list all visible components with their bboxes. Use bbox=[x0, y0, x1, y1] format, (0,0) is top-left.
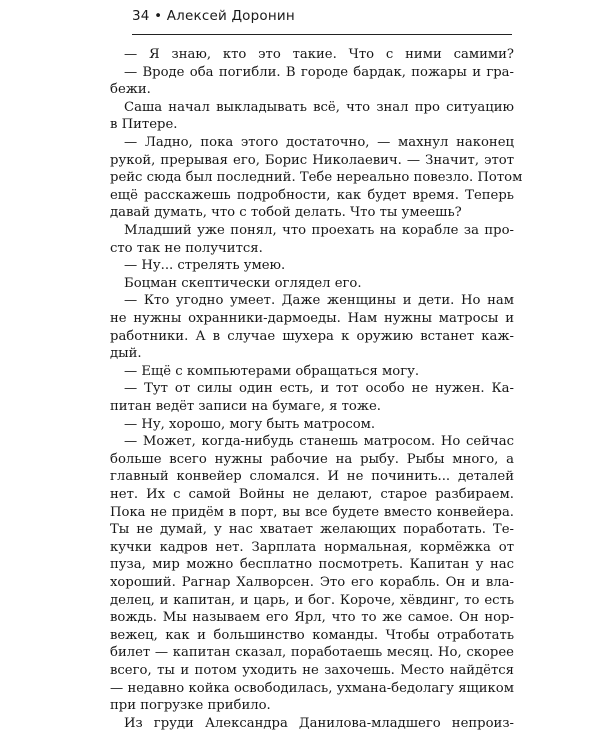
text-line: — недавно койка освободилась, ухмана-бедолагу ящиком bbox=[110, 680, 514, 696]
text-line: работники. А в случае шухера к оружию встанет каж- bbox=[110, 328, 514, 344]
text-line: — Я знаю, кто это такие. Что с ними самими? bbox=[124, 47, 514, 62]
text-line: главный конвейер сломался. И не починить... деталей bbox=[110, 469, 514, 485]
text-line: — Вроде оба погибли. В городе бардак, пожары и гра- bbox=[124, 64, 514, 80]
text-line: пуза, мир можно бесплатно посмотреть. Капитан у нас bbox=[110, 557, 514, 573]
text-line: не нужны охранники-дармоеды. Нам нужны матросы и bbox=[110, 311, 514, 326]
text-line: Ты не думай, у нас хватает желающих поработать. Те- bbox=[110, 522, 514, 538]
text-line: питан ведёт записи на бумаге, я тоже. bbox=[110, 399, 381, 414]
text-line: вежец, как и большинство команды. Чтобы отработать bbox=[110, 627, 514, 643]
text-line: нет. Их с самой Войны не делают, старое разбираем. bbox=[110, 487, 514, 502]
text-line: — Ну... стрелять умею. bbox=[124, 258, 286, 274]
text-line: — Ладно, пока этого достаточно, — махнул наконец bbox=[124, 135, 514, 150]
text-line: — Может, когда-нибудь станешь матросом. Но сейчас bbox=[124, 434, 514, 450]
text-line: кучки кадров нет. Зарплата нормальная, кормёжка от bbox=[110, 539, 514, 555]
text-line: дый. bbox=[110, 346, 142, 362]
text-line: давай думать, что с тобой делать. Что ты умеешь? bbox=[110, 205, 462, 221]
text-line: больше всего нужны рабочие на рыбу. Рыбы много, а bbox=[110, 451, 514, 467]
text-line: сто так не получится. bbox=[110, 240, 263, 256]
text-line: Саша начал выкладывать всё, что знал про ситуацию bbox=[124, 99, 514, 115]
text-line: — Ещё с компьютерами обращаться могу. bbox=[124, 363, 420, 379]
text-line: — Тут от силы один есть, и тот особо не нужен. Ка- bbox=[124, 381, 514, 397]
text-line: Пока не придём в порт, вы все будете вместо конвейера. bbox=[110, 504, 514, 520]
header-rule bbox=[132, 34, 512, 35]
text-line: рейс сюда был последний. Тебе нереально повезло. Потом bbox=[110, 170, 523, 186]
running-header: 34 • Алексей Доронин bbox=[132, 8, 295, 24]
text-line: — Ну, хорошо, могу быть матросом. bbox=[124, 416, 376, 432]
text-line: при погрузке прибило. bbox=[110, 698, 271, 714]
text-line: всего, ты и потом уходить не захочешь. Место найдётся bbox=[110, 663, 514, 678]
text-line: вождь. Мы называем его Ярл, что то же самое. Он нор- bbox=[110, 610, 514, 626]
text-line: хороший. Рагнар Халворсен. Это его корабль. Он и вла- bbox=[110, 575, 514, 590]
text-line: рукой, прерывая его, Борис Николаевич. — Значит, этот bbox=[110, 152, 514, 168]
text-line: — Кто угодно умеет. Даже женщины и дети. Но нам bbox=[124, 293, 514, 309]
text-line: Из груди Александра Данилова-младшего непроиз- bbox=[124, 715, 514, 731]
text-line: делец, и капитан, и царь, и бог. Короче, хёвдинг, то есть bbox=[110, 592, 514, 608]
text-line: в Питере. bbox=[110, 117, 178, 133]
text-line: Боцман скептически оглядел его. bbox=[124, 275, 362, 291]
text-line: ещё расскажешь подробности, как будет время. Теперь bbox=[110, 187, 514, 203]
text-line: бежи. bbox=[110, 82, 151, 98]
text-line: Младший уже понял, что проехать на корабле за про- bbox=[124, 223, 514, 238]
text-line: билет — капитан сказал, поработаешь месяц. Но, скорее bbox=[110, 645, 514, 661]
